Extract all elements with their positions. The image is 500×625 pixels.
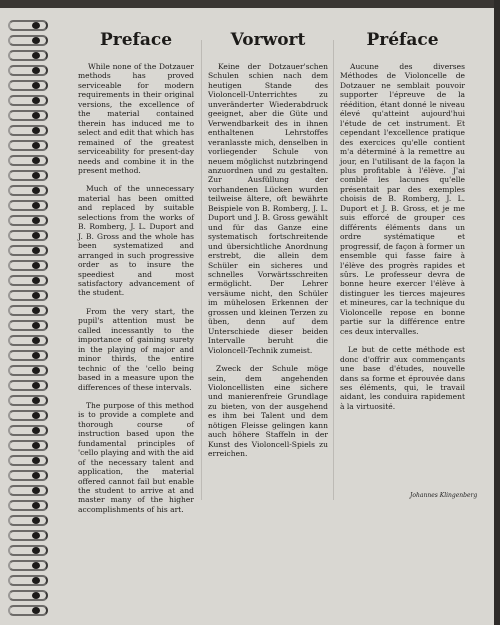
binding-hole xyxy=(32,127,40,134)
binding-hole xyxy=(32,307,40,314)
spiral-binding xyxy=(8,20,52,620)
binding-hole xyxy=(32,532,40,539)
binding-coil xyxy=(8,290,48,301)
binding-coil xyxy=(8,530,48,541)
binding-hole xyxy=(32,322,40,329)
vorwort-german-title: Vorwort xyxy=(230,30,306,50)
binding-coil xyxy=(8,425,48,436)
binding-hole xyxy=(32,202,40,209)
scan-border-right xyxy=(494,0,500,625)
preface-french-title: Préface xyxy=(366,30,439,50)
binding-hole xyxy=(32,502,40,509)
binding-coil xyxy=(8,515,48,526)
binding-hole xyxy=(32,67,40,74)
binding-hole xyxy=(32,367,40,374)
preface-english-title: Preface xyxy=(99,30,173,50)
binding-coil xyxy=(8,605,48,616)
binding-hole xyxy=(32,442,40,449)
binding-coil xyxy=(8,110,48,121)
binding-hole xyxy=(32,262,40,269)
binding-hole xyxy=(32,22,40,29)
binding-coil xyxy=(8,395,48,406)
preface-french-paragraph-2: Le but de cette méthode est donc d'offrir aux commençants une base d'études, nouvelle dans sa forme et éprouvée dans ses éléments, qui, le travail aidant, les conduira rapidement à la virtuosité. xyxy=(340,345,465,411)
binding-hole xyxy=(32,52,40,59)
binding-coil xyxy=(8,185,48,196)
binding-coil xyxy=(8,125,48,136)
binding-hole xyxy=(32,577,40,584)
binding-coil xyxy=(8,590,48,601)
binding-coil xyxy=(8,215,48,226)
binding-coil xyxy=(8,20,48,31)
binding-coil xyxy=(8,455,48,466)
binding-hole xyxy=(32,37,40,44)
binding-hole xyxy=(32,112,40,119)
binding-hole xyxy=(32,487,40,494)
binding-hole xyxy=(32,337,40,344)
scan-border-top xyxy=(0,0,500,8)
binding-coil xyxy=(8,485,48,496)
binding-hole xyxy=(32,217,40,224)
binding-coil xyxy=(8,200,48,211)
binding-coil xyxy=(8,470,48,481)
binding-hole xyxy=(32,397,40,404)
binding-coil xyxy=(8,380,48,391)
binding-coil xyxy=(8,95,48,106)
binding-coil xyxy=(8,545,48,556)
binding-coil xyxy=(8,320,48,331)
binding-coil xyxy=(8,410,48,421)
binding-hole xyxy=(32,292,40,299)
binding-hole xyxy=(32,382,40,389)
binding-hole xyxy=(32,82,40,89)
binding-coil xyxy=(8,275,48,286)
column-divider xyxy=(201,40,202,500)
binding-hole xyxy=(32,607,40,614)
binding-hole xyxy=(32,352,40,359)
binding-coil xyxy=(8,305,48,316)
binding-coil xyxy=(8,80,48,91)
binding-hole xyxy=(32,562,40,569)
binding-hole xyxy=(32,547,40,554)
binding-hole xyxy=(32,172,40,179)
binding-coil xyxy=(8,350,48,361)
preface-english-paragraph-3: From the very start, the pupil's attention must be called incessantly to the importance of gaining surety in the playing of major and minor thirds, the entire technic of the 'cello being based in a measure upon the differences of these intervals. xyxy=(78,306,194,392)
binding-coil xyxy=(8,35,48,46)
binding-hole xyxy=(32,457,40,464)
binding-hole xyxy=(32,277,40,284)
vorwort-german-paragraph-2: Zweck der Schule möge sein, dem angehenden Violoncellisten eine sichere und manierenfreie Grundlage zu bieten, von der ausgehend es ihm bei Talent und dem nötigen Fleisse gelingen kann auch höhere Staffeln in der Kunst des Violoncell-Spiels zu erreichen. xyxy=(208,364,328,459)
binding-hole xyxy=(32,412,40,419)
binding-coil xyxy=(8,440,48,451)
preface-english-column xyxy=(78,30,194,523)
binding-hole xyxy=(32,232,40,239)
binding-hole xyxy=(32,472,40,479)
binding-hole xyxy=(32,97,40,104)
binding-hole xyxy=(32,592,40,599)
binding-coil xyxy=(8,560,48,571)
preface-french-paragraph-1: Aucune des diverses Méthodes de Violoncelle de Dotzauer ne semblait pouvoir supporter l'épreuve de la réédition, étant donné le niveau élevé qu'atteint aujourd'hui l'étude de cet instrument. Et cependant l'excellence pratique des exercices qu'elle contient m'a déterminé à la remettre au jour, en l'utilisant de la façon la plus profitable à l'élève. J'ai comblé les lacunes qu'elle présentait par des exemples choisis de B. Romberg, J. L. Duport et J. B. Gross, et je me suis efforcé de grouper ces différents éléments dans un ordre systématique et progressif, de façon à former un ensemble qui fasse faire à l'élève des progrès rapides et sûrs. Le professeur devra de bonne heure exercer l'élève à distinguer les tierces majeures et mineures, car la technique du Violoncelle repose en bonne partie sur la différence entre ces deux intervalles. xyxy=(340,62,465,336)
binding-hole xyxy=(32,427,40,434)
vorwort-german-paragraph-1: Keine der Dotzauer'schen Schulen schien nach dem heutigen Stande des Violoncell-Unterrichtes zu unveränderter Wiederabdruck geeignet, aber die Güte und Verwendbarkeit des in ihnen enthaltenen Lehrstoffes veranlasste mich, denselben in vorliegender Schule von neuem möglichst nutzbringend anzuordnen und zu gestalten. Zur Ausfüllung der vorhandenen Lücken wurden teilweise ältere, oft bewährte Beispiele von B. Romberg, J. L. Duport und J. B. Gross gewählt und für das Ganze eine systematisch fortschreitende und übersichtliche Anordnung erstrebt, die allein dem Schüler ein sicheres und schnelles Vorwärtsschreiten ermöglicht. Der Lehrer versäume nicht, den Schüler im mühelosen Erkennen der grossen und kleinen Terzen zu üben, denn auf dem Unterschiede dieser beiden Intervalle beruht die Violoncell-Technik zumeist. xyxy=(208,62,328,355)
binding-hole xyxy=(32,517,40,524)
binding-hole xyxy=(32,157,40,164)
binding-coil xyxy=(8,230,48,241)
binding-coil xyxy=(8,335,48,346)
binding-coil xyxy=(8,245,48,256)
binding-coil xyxy=(8,170,48,181)
binding-coil xyxy=(8,500,48,511)
binding-coil xyxy=(8,50,48,61)
preface-english-paragraph-1: While none of the Dotzauer methods has proved serviceable for modern requirements in their original versions, the excellence of the material contained therein has induced me to select and edit that which has remained of the greatest serviceability for present-day needs and combine it in the present method. xyxy=(78,62,194,175)
binding-hole xyxy=(32,142,40,149)
preface-english-paragraph-4: The purpose of this method is to provide a complete and thorough course of instruction based upon the fundamental principles of 'cello playing and with the aid of the necessary talent and application, the material offered cannot fail but enable the student to arrive at and master many of the higher accomplishments of his art. xyxy=(78,400,194,514)
column-divider xyxy=(333,40,334,500)
binding-coil xyxy=(8,140,48,151)
binding-coil xyxy=(8,575,48,586)
vorwort-german-column xyxy=(208,30,328,468)
binding-hole xyxy=(32,187,40,194)
binding-coil xyxy=(8,155,48,166)
binding-coil xyxy=(8,65,48,76)
binding-hole xyxy=(32,247,40,254)
binding-coil xyxy=(8,365,48,376)
preface-english-paragraph-2: Much of the unnecessary material has been omitted and replaced by suitable selections from the works of B. Romberg, J. L. Duport and J. B. Gross and the whole has been systematized and arranged in such progressive order as to insure the speediest and most satisfactory advancement of the student. xyxy=(78,184,194,298)
binding-coil xyxy=(8,260,48,271)
signature: Johannes Klingenberg xyxy=(410,492,478,499)
preface-french-column xyxy=(340,30,465,420)
